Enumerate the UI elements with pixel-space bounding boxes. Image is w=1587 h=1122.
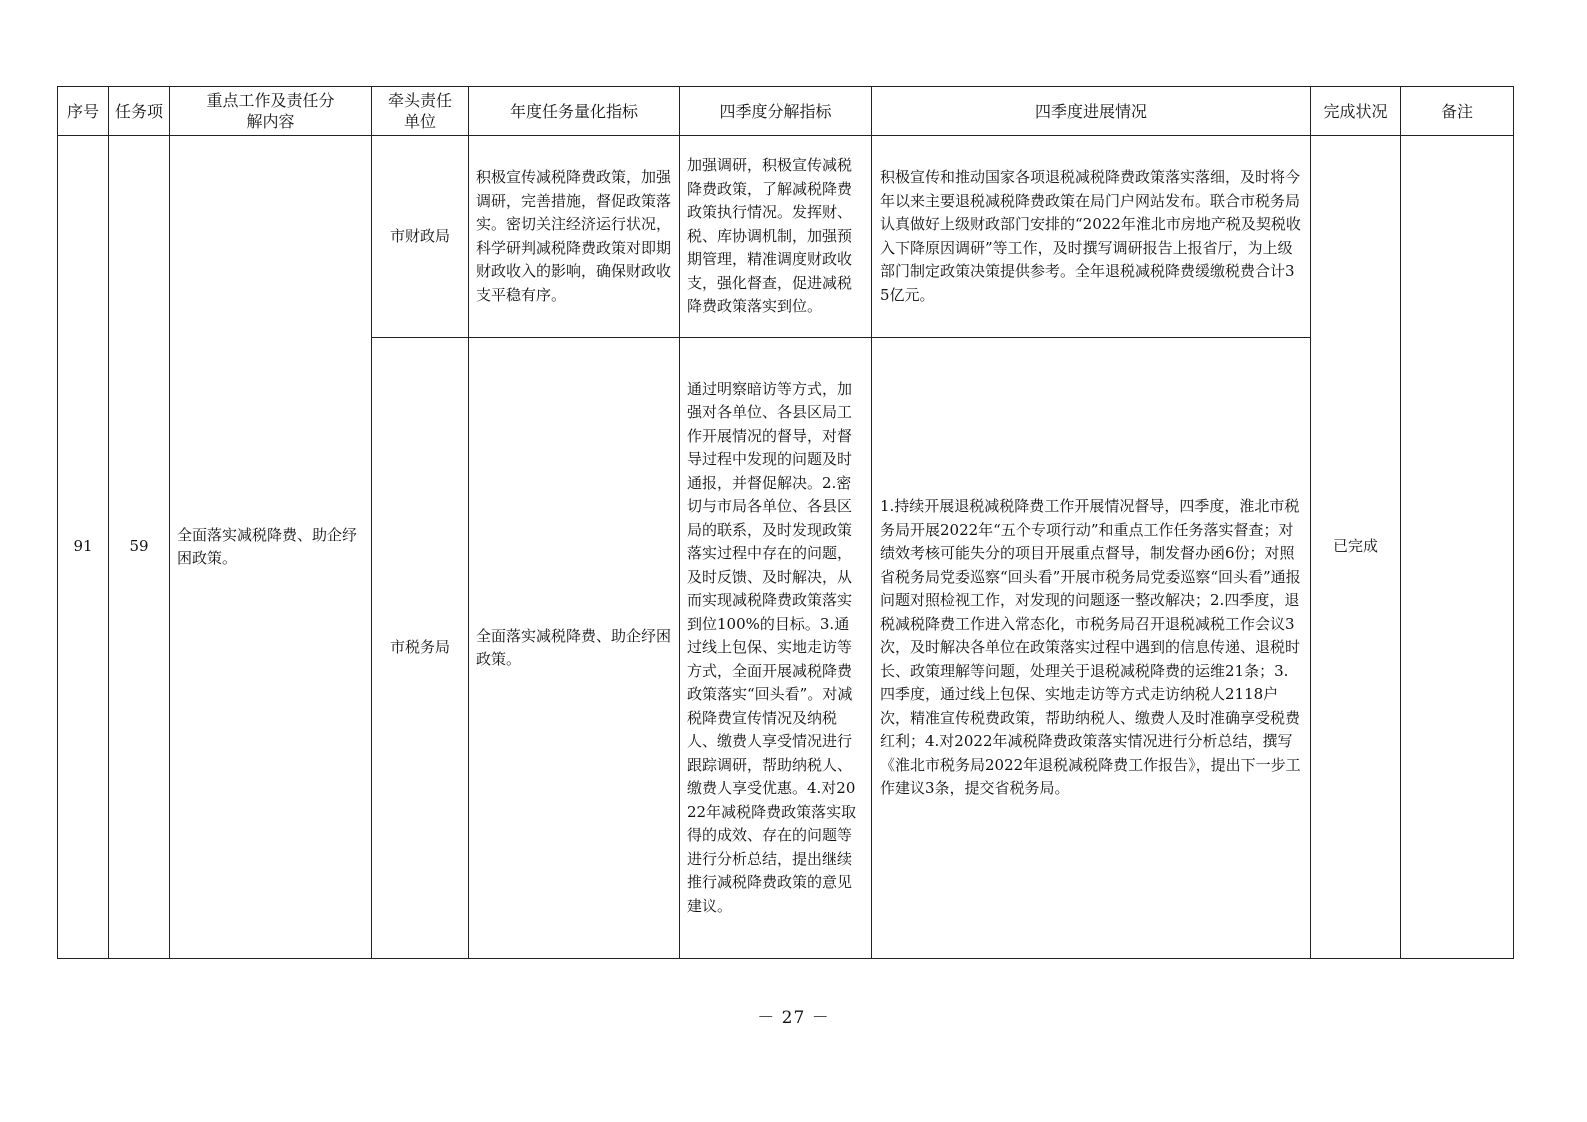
task-progress-table [57,86,1514,959]
header-annual-indicator: 年度任务量化指标 [469,87,680,136]
lead-unit-cell: 市税务局 [372,338,469,959]
table-row [58,136,1514,338]
q4-indicator-cell: 通过明察暗访等方式，加强对各单位、各县区局工作开展情况的督导，对督导过程中发现的问题及时通报，并督促解决。2.密切与市局各单位、各县区局的联系，及时发现政策落实过程中存在的问题，及时反馈、及时解决，从而实现减税降费政策落实到位100%的目标。3.通过线上包保、实地走访等方式，全面开展减税降费政策落实“回头看”。对减税降费宣传情况及纳税人、缴费人享受情况进行跟踪调研，帮助纳税人、缴费人享受优惠。4.对2022年减税降费政策落实取得的成效、存在的问题等进行分析总结，提出继续推行减税降费政策的意见建议。 [680,338,872,959]
header-remark: 备注 [1401,87,1514,136]
remark-cell [1401,136,1514,959]
header-task: 任务项 [109,87,170,136]
page-number: － 27 － [757,1008,830,1028]
header-lead-unit [372,87,469,136]
header-q4-indicator: 四季度分解指标 [680,87,872,136]
header-key-work-text: 重点工作及责任分解内容 [206,91,335,131]
annual-indicator-cell: 积极宣传减税降费政策，加强调研，完善措施，督促政策落实。密切关注经济运行状况，科学研判减税降费政策对即期财政收入的影响，确保财政收支平稳有序。 [469,136,680,338]
header-key-work [170,87,372,136]
header-status: 完成状况 [1311,87,1401,136]
key-work-cell: 全面落实减税降费、助企纾困政策。 [170,136,372,959]
header-q4-progress: 四季度进展情况 [872,87,1311,136]
annual-indicator-cell: 全面落实减税降费、助企纾困政策。 [469,338,680,959]
q4-indicator-cell: 加强调研，积极宣传减税降费政策，了解减税降费政策执行情况。发挥财、税、库协调机制，加强预期管理，精准调度财政收支，强化督查，促进减税降费政策落实到位。 [680,136,872,338]
header-row [58,87,1514,136]
seq-cell: 91 [58,136,109,959]
header-seq: 序号 [58,87,109,136]
status-cell: 已完成 [1311,136,1401,959]
q4-progress-cell: 1.持续开展退税减税降费工作开展情况督导，四季度，淮北市税务局开展2022年“五个专项行动”和重点工作任务落实督查；对绩效考核可能失分的项目开展重点督导，制发督办函6份；对照省税务局党委巡察“回头看”开展市税务局党委巡察“回头看”通报问题对照检视工作，对发现的问题逐一整改解决；2.四季度，退税减税降费工作进入常态化，市税务局召开退税减税工作会议3次，及时解决各单位在政策落实过程中遇到的信息传递、退税时长、政策理解等问题，处理关于退税减税降费的运维21条；3.四季度，通过线上包保、实地走访等方式走访纳税人2118户次，精准宣传税费政策，帮助纳税人、缴费人及时准确享受税费红利；4.对2022年减税降费政策落实情况进行分析总结，撰写《淮北市税务局2022年退税减税降费工作报告》，提出下一步工作建议3条，提交省税务局。 [872,338,1311,959]
lead-unit-cell: 市财政局 [372,136,469,338]
task-cell: 59 [109,136,170,959]
q4-progress-cell: 积极宣传和推动国家各项退税减税降费政策落实落细，及时将今年以来主要退税减税降费政策在局门户网站发布。联合市税务局认真做好上级财政部门安排的“2022年淮北市房地产税及契税收入下降原因调研”等工作，及时撰写调研报告上报省厅，为上级部门制定政策决策提供参考。全年退税减税降费缓缴税费合计35亿元。 [872,136,1311,338]
header-lead-unit-text: 牵头责任单位 [387,91,452,131]
